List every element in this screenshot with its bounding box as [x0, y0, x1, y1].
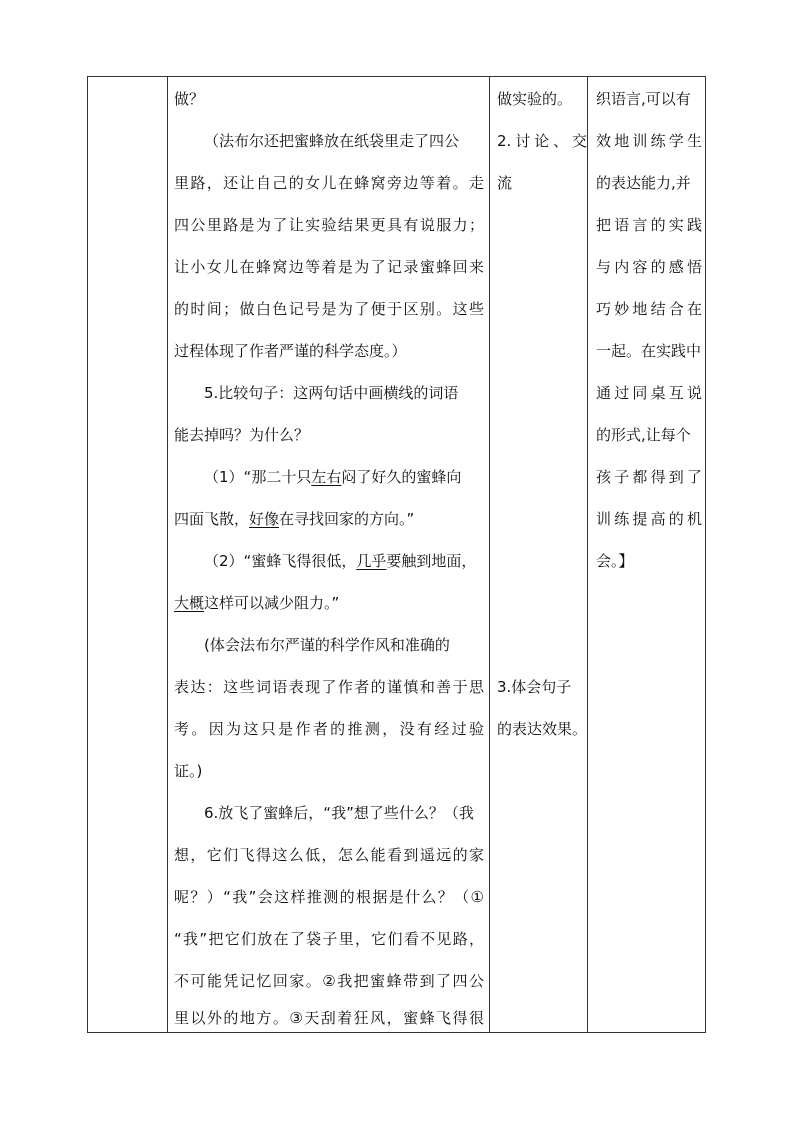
- notes-cell: [588, 77, 705, 1032]
- text-line: 训练提高的机: [596, 510, 702, 528]
- text-line: 想，它们飞得这么低，怎么能看到遥远的家: [174, 846, 484, 864]
- text-line: 织语言,可以有: [596, 90, 691, 108]
- text-line: （2）“蜜蜂飞得很低，几乎要触到地面，: [204, 552, 477, 570]
- text-line: 3.体会句子: [497, 678, 572, 696]
- underlined-word: 好像: [249, 510, 280, 528]
- text-line: 做？: [174, 90, 205, 108]
- text-line: (体会法布尔严谨的科学作风和准确的: [204, 636, 450, 654]
- text-line: “我”把它们放在了袋子里，它们看不见路，: [174, 930, 484, 948]
- text-line: 四面飞散，好像在寻找回家的方向。”: [174, 510, 415, 528]
- underlined-word: 左右: [311, 468, 342, 486]
- text-line: 证。): [174, 762, 203, 780]
- text-line: 6.放飞了蜜蜂后，“我”想了些什么？（我: [204, 804, 474, 822]
- text-line: 会。】: [596, 552, 634, 570]
- text-line: 考。因为这只是作者的推测，没有经过验: [174, 720, 484, 738]
- lesson-table: [87, 76, 706, 1033]
- steps-cell: [490, 77, 588, 1032]
- text-line: 不可能凭记忆回家。②我把蜜蜂带到了四公: [174, 972, 484, 990]
- text-line: （法布尔还把蜜蜂放在纸袋里走了四公: [204, 132, 460, 150]
- text-line: 过程体现了作者严谨的科学态度。）: [174, 342, 407, 360]
- underlined-word: 几乎: [356, 552, 387, 570]
- text-line: 大概这样可以减少阻力。”: [174, 594, 340, 612]
- text-line: 2.讨论、交: [497, 132, 587, 150]
- text-line: 的表达能力,并: [596, 174, 691, 192]
- text-line: 呢？）“我”会这样推测的根据是什么？（①: [174, 888, 484, 906]
- underlined-word: 大概: [174, 594, 205, 612]
- text-line: 孩子都得到了: [596, 468, 702, 486]
- text-line: 的形式,让每个: [596, 426, 691, 444]
- text-line: 与内容的感悟: [596, 258, 702, 276]
- text-line: 通过同桌互说: [596, 384, 702, 402]
- text-line: （1）“那二十只左右闷了好久的蜜蜂向: [204, 468, 462, 486]
- text-line: 巧妙地结合在: [596, 300, 702, 318]
- text-line: 里以外的地方。③天刮着狂风，蜜蜂飞得很: [174, 1009, 484, 1027]
- text-line: 效地训练学生: [596, 132, 702, 150]
- text-line: 一起。在实践中: [596, 342, 702, 360]
- text-line: 的时间；做白色记号是为了便于区别。这些: [174, 300, 484, 318]
- text-line: 做实验的。: [497, 90, 573, 108]
- text-line: 四公里路是为了让实验结果更具有说服力；: [174, 216, 484, 234]
- content-cell: [168, 77, 490, 1032]
- text-line: 能去掉吗？为什么？: [174, 426, 310, 444]
- text-line: 5.比较句子：这两句话中画横线的词语: [204, 384, 459, 402]
- text-line: 表达：这些词语表现了作者的谨慎和善于思: [174, 678, 484, 696]
- text-line: 让小女儿在蜂窝边等着是为了记录蜜蜂回来: [174, 258, 484, 276]
- text-line: 的表达效果。: [497, 720, 588, 738]
- text-line: 把语言的实践: [596, 216, 702, 234]
- text-line: 流: [497, 174, 513, 192]
- text-line: 里路，还让自己的女儿在蜂窝旁边等着。走: [174, 174, 484, 192]
